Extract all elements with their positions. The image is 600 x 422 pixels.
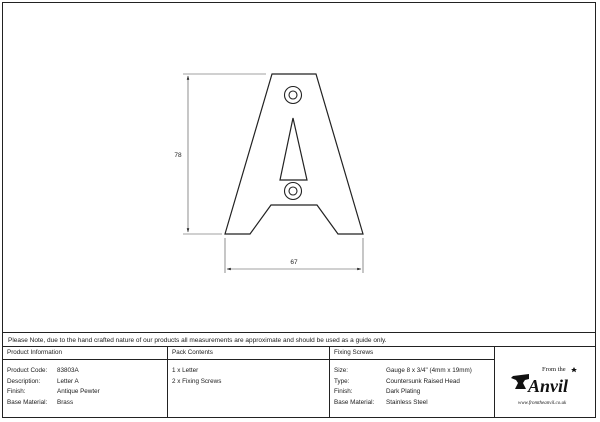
logo-url: www.fromtheanvil.co.uk [518, 401, 567, 406]
anvil-icon [511, 374, 529, 389]
description-row: Description: Letter A [7, 377, 79, 385]
letter-a-outline [225, 74, 363, 234]
height-dimension-label: 78 [174, 152, 182, 159]
pack-contents-header: Pack Contents [168, 347, 329, 360]
screw-type-row: Type: Countersunk Raised Head [334, 377, 460, 385]
finish-row: Finish: Antique Pewter [7, 388, 100, 395]
screw-finish-row: Finish: Dark Plating [334, 388, 421, 395]
width-dimension-label: 67 [290, 259, 298, 266]
pack-item: 1 x Letter [172, 367, 199, 374]
brand-logo-panel [495, 347, 595, 418]
anvil-logo [495, 347, 595, 418]
product-information-panel [3, 347, 168, 418]
height-dimension [183, 74, 266, 234]
logo-from-the: From the [542, 366, 566, 373]
screw-material-row: Base Material: Stainless Steel [334, 398, 428, 406]
spec-table [3, 347, 595, 418]
pack-item: 2 x Fixing Screws [172, 377, 222, 385]
screw-hole-bottom [285, 183, 302, 200]
product-information-header: Product Information [3, 347, 167, 360]
logo-brand: Anvil [528, 376, 569, 396]
fixing-screws-panel [330, 347, 495, 418]
disclaimer-note: Please Note, due to the hand crafted nature of our products all measurements are approximate and should be used as a guide only. [3, 332, 595, 347]
width-dimension [225, 238, 363, 273]
screw-hole-top [285, 87, 302, 104]
fixing-screws-header: Fixing Screws [330, 347, 494, 360]
base-material-row: Base Material: Brass [7, 398, 74, 406]
screw-size-row: Size: Gauge 8 x 3/4" (4mm x 19mm) [334, 367, 472, 374]
star-icon [571, 367, 577, 372]
product-code-row: Product Code: 83803A [7, 367, 79, 374]
pack-contents-panel [168, 347, 330, 418]
